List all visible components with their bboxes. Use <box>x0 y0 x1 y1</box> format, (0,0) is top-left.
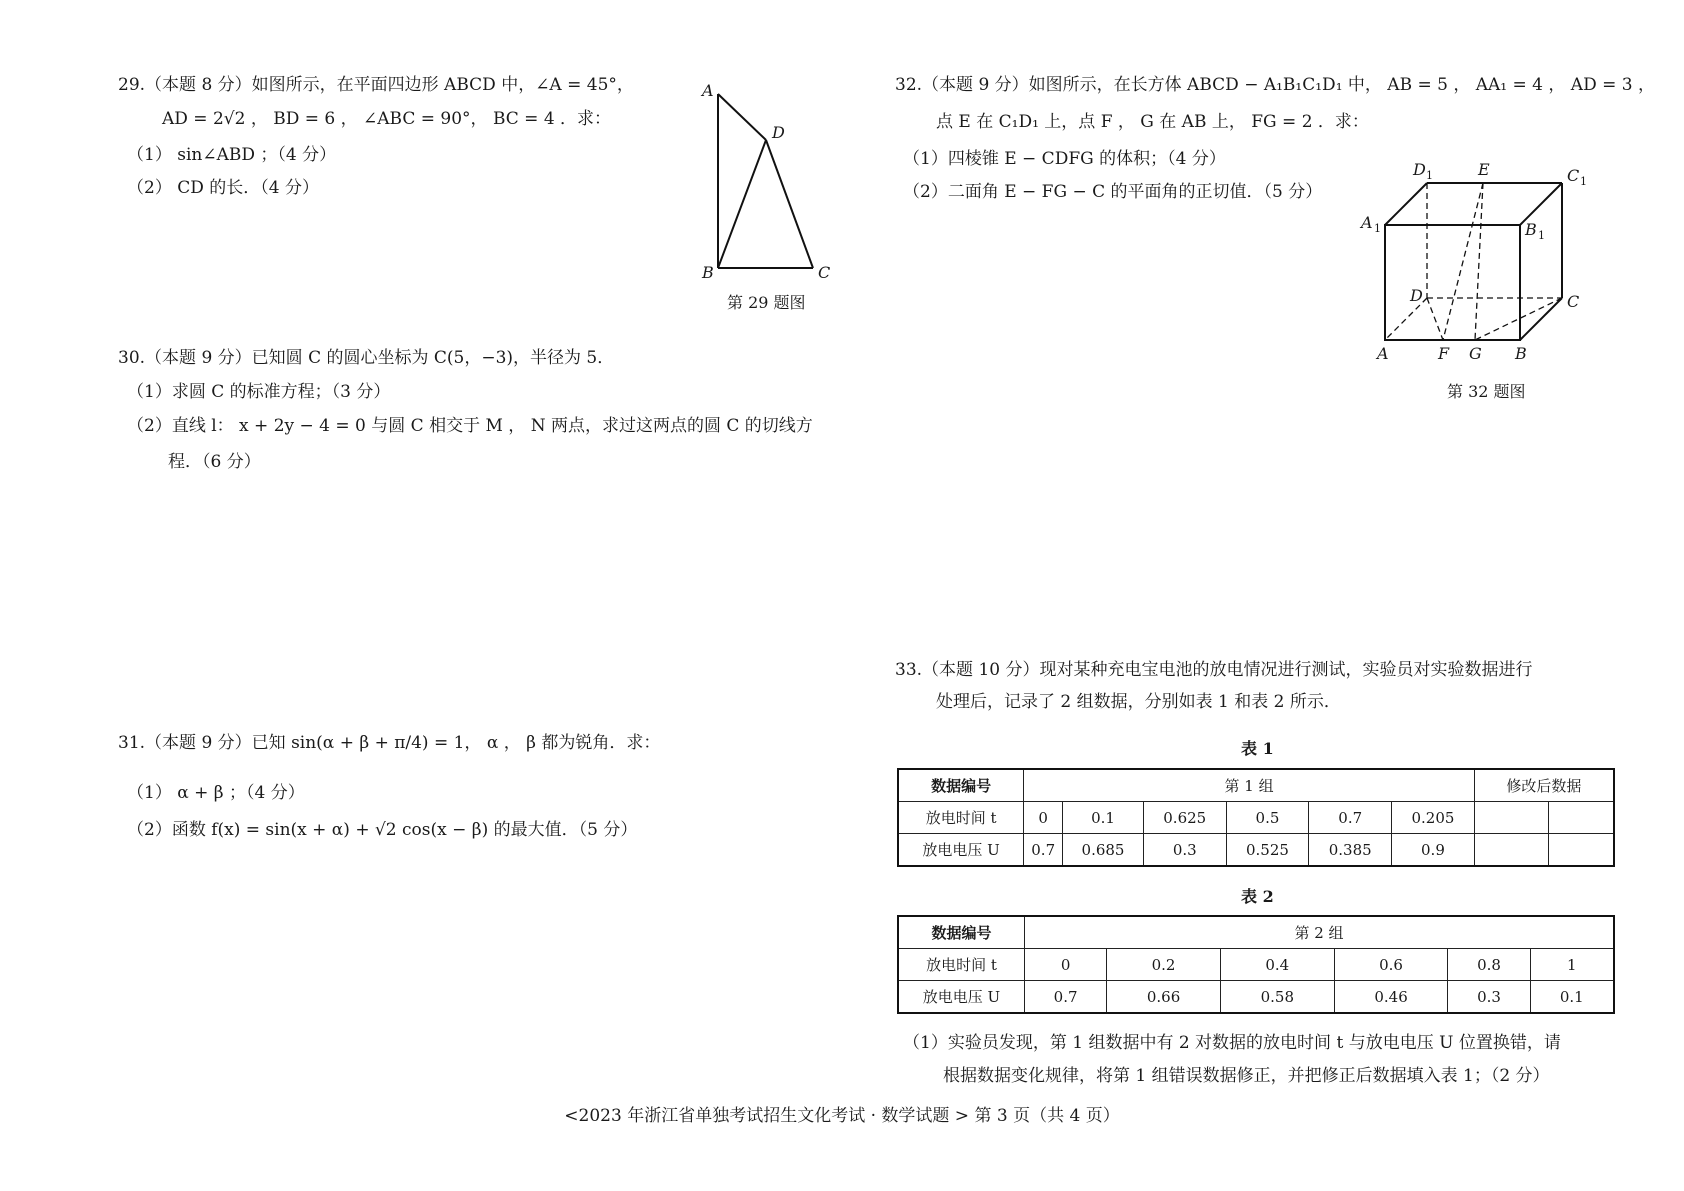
table2-cell: 0.3 <box>1448 981 1530 1014</box>
table2-cell: 0.7 <box>1025 981 1107 1014</box>
table1-cell: 0.625 <box>1143 802 1226 834</box>
table2-header-label: 数据编号 <box>898 916 1025 949</box>
table1-cell: 0 <box>1024 802 1063 834</box>
q32-label-D: D <box>1410 286 1423 305</box>
table2-cell: 0 <box>1025 949 1107 981</box>
q29-figure-caption: 第 29 题图 <box>727 293 806 312</box>
table1-caption: 表 1 <box>1241 739 1274 758</box>
table2-cell: 1 <box>1530 949 1614 981</box>
q32-label-B1-sub: 1 <box>1538 229 1545 242</box>
q32-label-C1-sub: 1 <box>1580 175 1587 188</box>
table1-cell: 0.205 <box>1392 802 1475 834</box>
q32-label-D1-sub: 1 <box>1426 169 1433 182</box>
table2-cell: 0.66 <box>1107 981 1221 1014</box>
q32-figure <box>1355 155 1595 370</box>
table2-cell: 0.4 <box>1220 949 1334 981</box>
table1-cell: 0.1 <box>1063 802 1144 834</box>
page-footer: <2023 年浙江省单独考试招生文化考试 · 数学试题 > 第 3 页（共 4 页） <box>564 1106 1120 1126</box>
q31-stem: 31.（本题 9 分）已知 sin(α + β + π/4) = 1， α ， β 都为锐角．求： <box>118 733 661 753</box>
q32-label-C1: C <box>1567 166 1580 185</box>
q32-label-A1: A <box>1361 213 1373 232</box>
q32-label-A1-sub: 1 <box>1374 222 1381 235</box>
table1-modified-cell <box>1474 802 1549 834</box>
table1-cell: 0.385 <box>1309 834 1392 867</box>
table1-header-label: 数据编号 <box>898 769 1024 802</box>
q32-part2: （2）二面角 E − FG − C 的平面角的正切值．（5 分） <box>903 182 1323 202</box>
table2-caption: 表 2 <box>1241 887 1274 906</box>
q32-figure-caption: 第 32 题图 <box>1447 382 1526 401</box>
q30-part1: （1）求圆 C 的标准方程；（3 分） <box>127 382 391 402</box>
q29-label-B: B <box>702 263 714 282</box>
q32-given: 点 E 在 C₁D₁ 上，点 F ， G 在 AB 上， FG = 2 ．求： <box>936 112 1369 132</box>
q29-given: AD = 2√2 ， BD = 6 ， ∠ABC = 90°， BC = 4 ．求： <box>162 109 612 129</box>
q29-part1: （1） sin∠ABD ；（4 分） <box>127 145 337 165</box>
table1-cell: 0.685 <box>1063 834 1144 867</box>
q30-part2: （2）直线 l： x + 2y − 4 = 0 与圆 C 相交于 M ， N 两点，求过这两点的圆 C 的切线方 <box>127 416 813 436</box>
table1-cell: 0.7 <box>1024 834 1063 867</box>
q31-part2: （2）函数 f(x) = sin(x + α) + √2 cos(x − β) 的最大值．（5 分） <box>127 820 638 840</box>
q32-label-C: C <box>1567 292 1580 311</box>
q29-label-A: A <box>702 81 714 100</box>
table2 <box>897 915 1615 1014</box>
table1-row-u-label: 放电电压 U <box>898 834 1024 867</box>
table1-modified-cell <box>1549 802 1614 834</box>
table1-cell: 0.9 <box>1392 834 1475 867</box>
q32-stem: 32.（本题 9 分）如图所示，在长方体 ABCD − A₁B₁C₁D₁ 中， AB = 5 ， AA₁ = 4 ， AD = 3 ， <box>895 75 1655 95</box>
q32-label-B: B <box>1515 344 1527 363</box>
table2-cell: 0.58 <box>1220 981 1334 1014</box>
q33-stem: 33.（本题 10 分）现对某种充电宝电池的放电情况进行测试，实验员对实验数据进行 <box>895 660 1533 680</box>
table2-row-t-label: 放电时间 t <box>898 949 1025 981</box>
table2-group-label: 第 2 组 <box>1025 916 1615 949</box>
q29-label-D: D <box>772 123 785 142</box>
table2-cell: 0.6 <box>1334 949 1448 981</box>
q32-label-D1: D <box>1413 160 1426 179</box>
q29-stem: 29.（本题 8 分）如图所示，在平面四边形 ABCD 中，∠A = 45°， <box>118 75 634 95</box>
table1-row-t-label: 放电时间 t <box>898 802 1024 834</box>
q29-label-C: C <box>818 263 831 282</box>
q32-part1: （1）四棱锥 E − CDFG 的体积；（4 分） <box>903 149 1226 169</box>
table1-cell: 0.525 <box>1226 834 1309 867</box>
table2-cell: 0.2 <box>1107 949 1221 981</box>
table2-cell: 0.1 <box>1530 981 1614 1014</box>
q30-part2-cont: 程．（6 分） <box>168 452 261 472</box>
q32-label-A: A <box>1377 344 1389 363</box>
q32-label-G: G <box>1469 344 1482 363</box>
q32-label-B1: B <box>1525 220 1537 239</box>
table1-modified-label: 修改后数据 <box>1474 769 1614 802</box>
q32-label-E: E <box>1478 160 1490 179</box>
q33-part1-cont: 根据数据变化规律，将第 1 组错误数据修正，并把修正后数据填入表 1；（2 分） <box>943 1066 1550 1086</box>
q32-label-F: F <box>1438 344 1450 363</box>
q33-part1: （1）实验员发现，第 1 组数据中有 2 对数据的放电时间 t 与放电电压 U 位置换错，请 <box>903 1033 1561 1053</box>
table1 <box>897 768 1615 867</box>
table2-cell: 0.46 <box>1334 981 1448 1014</box>
table1-modified-cell <box>1474 834 1549 867</box>
table1-cell: 0.5 <box>1226 802 1309 834</box>
table2-cell: 0.8 <box>1448 949 1530 981</box>
table2-row-u-label: 放电电压 U <box>898 981 1025 1014</box>
q29-part2: （2） CD 的长．（4 分） <box>127 178 319 198</box>
q33-stem-cont: 处理后，记录了 2 组数据，分别如表 1 和表 2 所示． <box>936 692 1341 712</box>
q31-part1: （1） α + β ；（4 分） <box>127 783 305 803</box>
table1-modified-cell <box>1549 834 1614 867</box>
q30-stem: 30.（本题 9 分）已知圆 C 的圆心坐标为 C(5，−3)，半径为 5． <box>118 348 615 368</box>
table1-cell: 0.3 <box>1143 834 1226 867</box>
table1-group-label: 第 1 组 <box>1024 769 1475 802</box>
q29-figure <box>690 78 850 288</box>
table1-cell: 0.7 <box>1309 802 1392 834</box>
